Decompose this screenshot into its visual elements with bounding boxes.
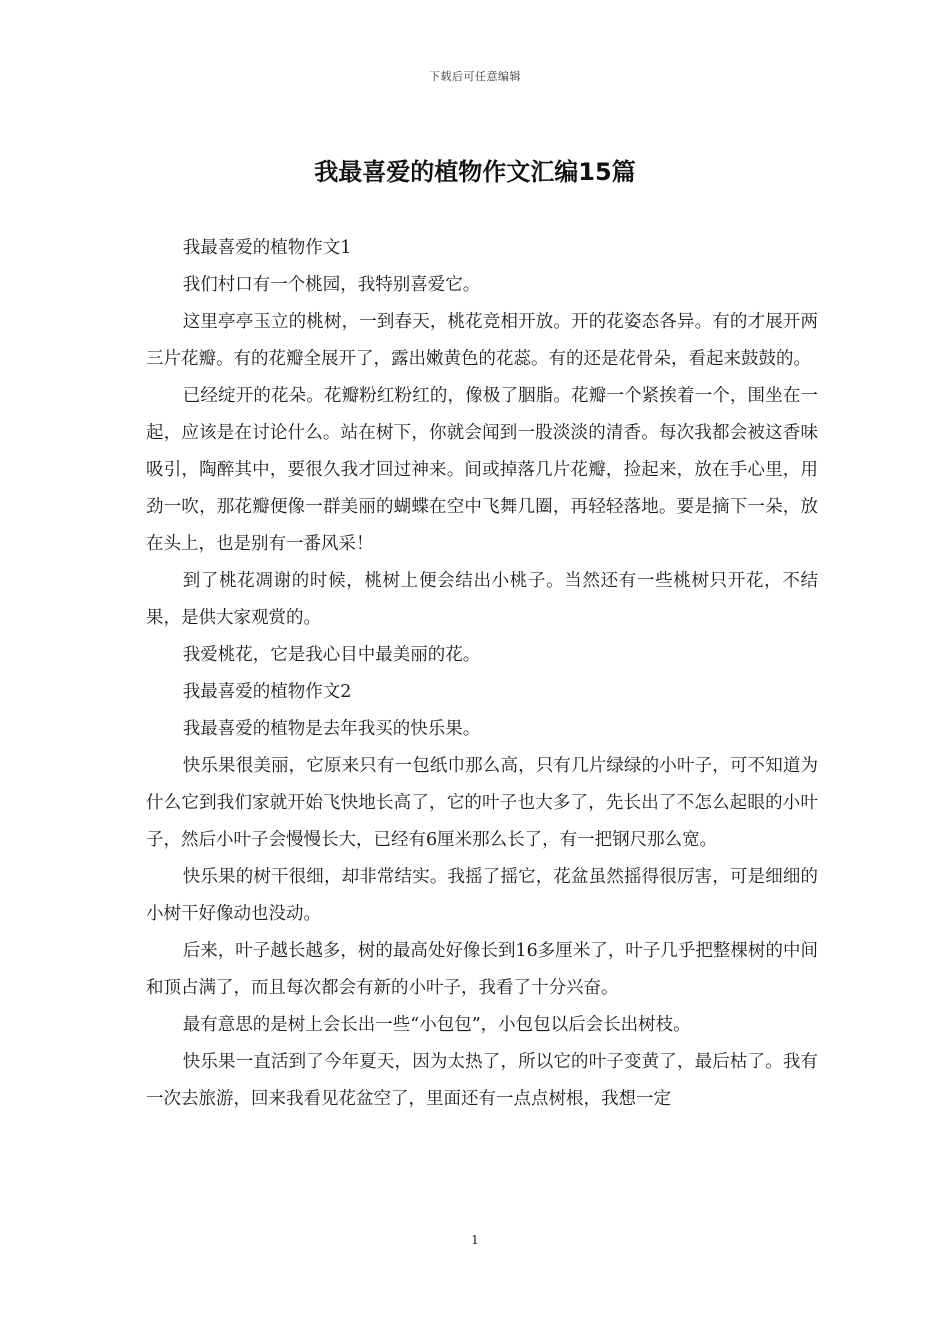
body-paragraph: 快乐果一直活到了今年夏天，因为太热了，所以它的叶子变黄了，最后枯了。我有一次去旅游，回来我看见花盆空了，里面还有一点点树根，我想一定 [146, 1052, 818, 1109]
essay-heading-1: 我最喜爱的植物作文1 [182, 238, 352, 258]
body-paragraph: 快乐果很美丽，它原来只有一包纸巾那么高，只有几片绿绿的小叶子，可不知道为什么它到我们家就开始飞快地长高了，它的叶子也大多了，先长出了不怎么起眼的小叶子，然后小叶子会慢慢长大，已经有6厘米那么长了，有一把钢尺那么宽。 [146, 756, 818, 850]
body-paragraph: 我爱桃花，它是我心目中最美丽的花。 [182, 645, 481, 665]
body-paragraph: 已经绽开的花朵。花瓣粉红粉红的，像极了胭脂。花瓣一个紧挨着一个，围坐在一起，应该是在讨论什么。站在树下，你就会闻到一股淡淡的清香。每次我都会被这香味吸引，陶醉其中，要很久我才回过神来。间或掉落几片花瓣，捡起来，放在手心里，用劲一吹，那花瓣便像一群美丽的蝴蝶在空中飞舞几圈，再轻轻落地。要是摘下一朵，放在头上，也是别有一番风采！ [146, 386, 818, 554]
body-paragraph: 快乐果的树干很细，却非常结实。我摇了摇它，花盆虽然摇得很厉害，可是细细的小树干好像动也没动。 [146, 867, 818, 924]
body-paragraph: 这里亭亭玉立的桃树，一到春天，桃花竞相开放。开的花姿态各异。有的才展开两三片花瓣。有的花瓣全展开了，露出嫩黄色的花蕊。有的还是花骨朵，看起来鼓鼓的。 [146, 312, 818, 369]
body-paragraph: 最有意思的是树上会长出一些“小包包”，小包包以后会长出树枝。 [182, 1015, 691, 1035]
page-number: 1 [471, 1233, 479, 1247]
document-title: 我最喜爱的植物作文汇编15篇 [314, 158, 636, 186]
body-paragraph: 我们村口有一个桃园，我特别喜爱它。 [182, 275, 481, 295]
document-body [146, 230, 818, 1118]
body-paragraph: 到了桃花凋谢的时候，桃树上便会结出小桃子。当然还有一些桃树只开花，不结果，是供大家观赏的。 [146, 571, 818, 628]
body-paragraph: 我最喜爱的植物是去年我买的快乐果。 [182, 719, 481, 739]
essay-heading-2: 我最喜爱的植物作文2 [182, 682, 352, 702]
body-paragraph: 后来，叶子越长越多，树的最高处好像长到16多厘米了，叶子几乎把整棵树的中间和顶占满了，而且每次都会有新的小叶子，我看了十分兴奋。 [146, 941, 818, 998]
header-note: 下载后可任意编辑 [429, 70, 521, 83]
